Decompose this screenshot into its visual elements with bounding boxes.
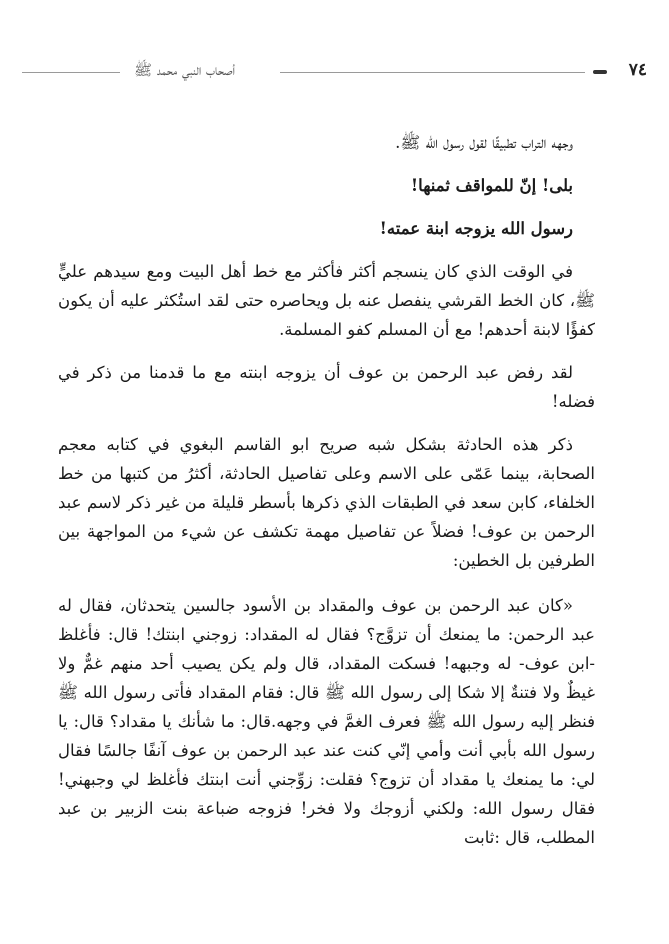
page-number: ٧٤: [628, 60, 647, 80]
page-header: [22, 58, 647, 86]
header-dash: [593, 70, 607, 74]
paragraph: لقد رفض عبد الرحمن بن عوف أن يزوجه ابنته مع ما قدمنا من ذكر في فضله!: [58, 363, 595, 411]
section-heading: رسول الله يزوجه ابنة عمته!: [379, 219, 573, 238]
header-rule-right: [280, 72, 585, 73]
paragraph: وجهه التراب تطبيقًا لقول رسول الله ﷺ.: [395, 133, 573, 152]
header-rule-left: [22, 72, 120, 73]
running-title: أصحاب النبي محمد ﷺ: [134, 61, 236, 79]
paragraph: في الوقت الذي كان ينسجم أكثر فأكثر مع خط أهل البيت ومع سيدهم عليٍّ ﷺ، كان الخط القرشي ينفصل عنه بل ويحاصره حتى لقد استُكثر عليه أن يكون كفؤًا لابنة أحدهم! مع أن المسلم كفو المسلمة.: [58, 262, 595, 339]
paragraph: ذكر هذه الحادثة بشكل شبه صريح ابو القاسم البغوي في كتابه معجم الصحابة، بينما عَمّى على الاسم وعلى تفاصيل الحادثة، أكثرُ من كتبها من خط الخلفاء، كابن سعد في الطبقات الذي ذكرها بأسطر قليلة من غير ذكر لاسم عبد الرحمن بن عوف! فضلاً عن تفاصيل مهمة تكشف عن شيء من المواجهة بين الطرفين بل الخطين:: [58, 435, 595, 570]
quotation-paragraph: «كان عبد الرحمن بن عوف والمقداد بن الأسود جالسين يتحدثان، فقال له عبد الرحمن: ما يمنعك أن تزوَّج؟ فقال له المقداد: زوجني ابنتك! قال: فأغلظ -ابن عوف- له وجبهه! فسكت المقداد، قال ولم يكن يصيب أحد منهم غمٌّ ولا غيظٌ ولا فتنةٌ إلا شكا إلى رسول الله ﷺ قال: فقام المقداد فأتى رسول الله ﷺ فنظر إليه رسول الله ﷺ فعرف الغمَّ في وجهه.قال: ما شأنك يا مقداد؟ قال: يا رسول الله بأبي أنت وأمي إنّي كنت عند عبد الرحمن بن عوف آنفًا جالسًا فقال لي: ما يمنعك يا مقداد أن تزوج؟ فقلت: زوِّجني أنت ابنتك فأغلظ لي وجبهني! فقال رسول الله: ولكني أزوجك ولا فخر! فزوجه ضباعة بنت الزبير بن عبد المطلب، قال :ثابت: [58, 596, 595, 847]
paragraph: بلى! إنّ للمواقف ثمنها!: [410, 176, 573, 195]
page-body: [58, 128, 595, 866]
